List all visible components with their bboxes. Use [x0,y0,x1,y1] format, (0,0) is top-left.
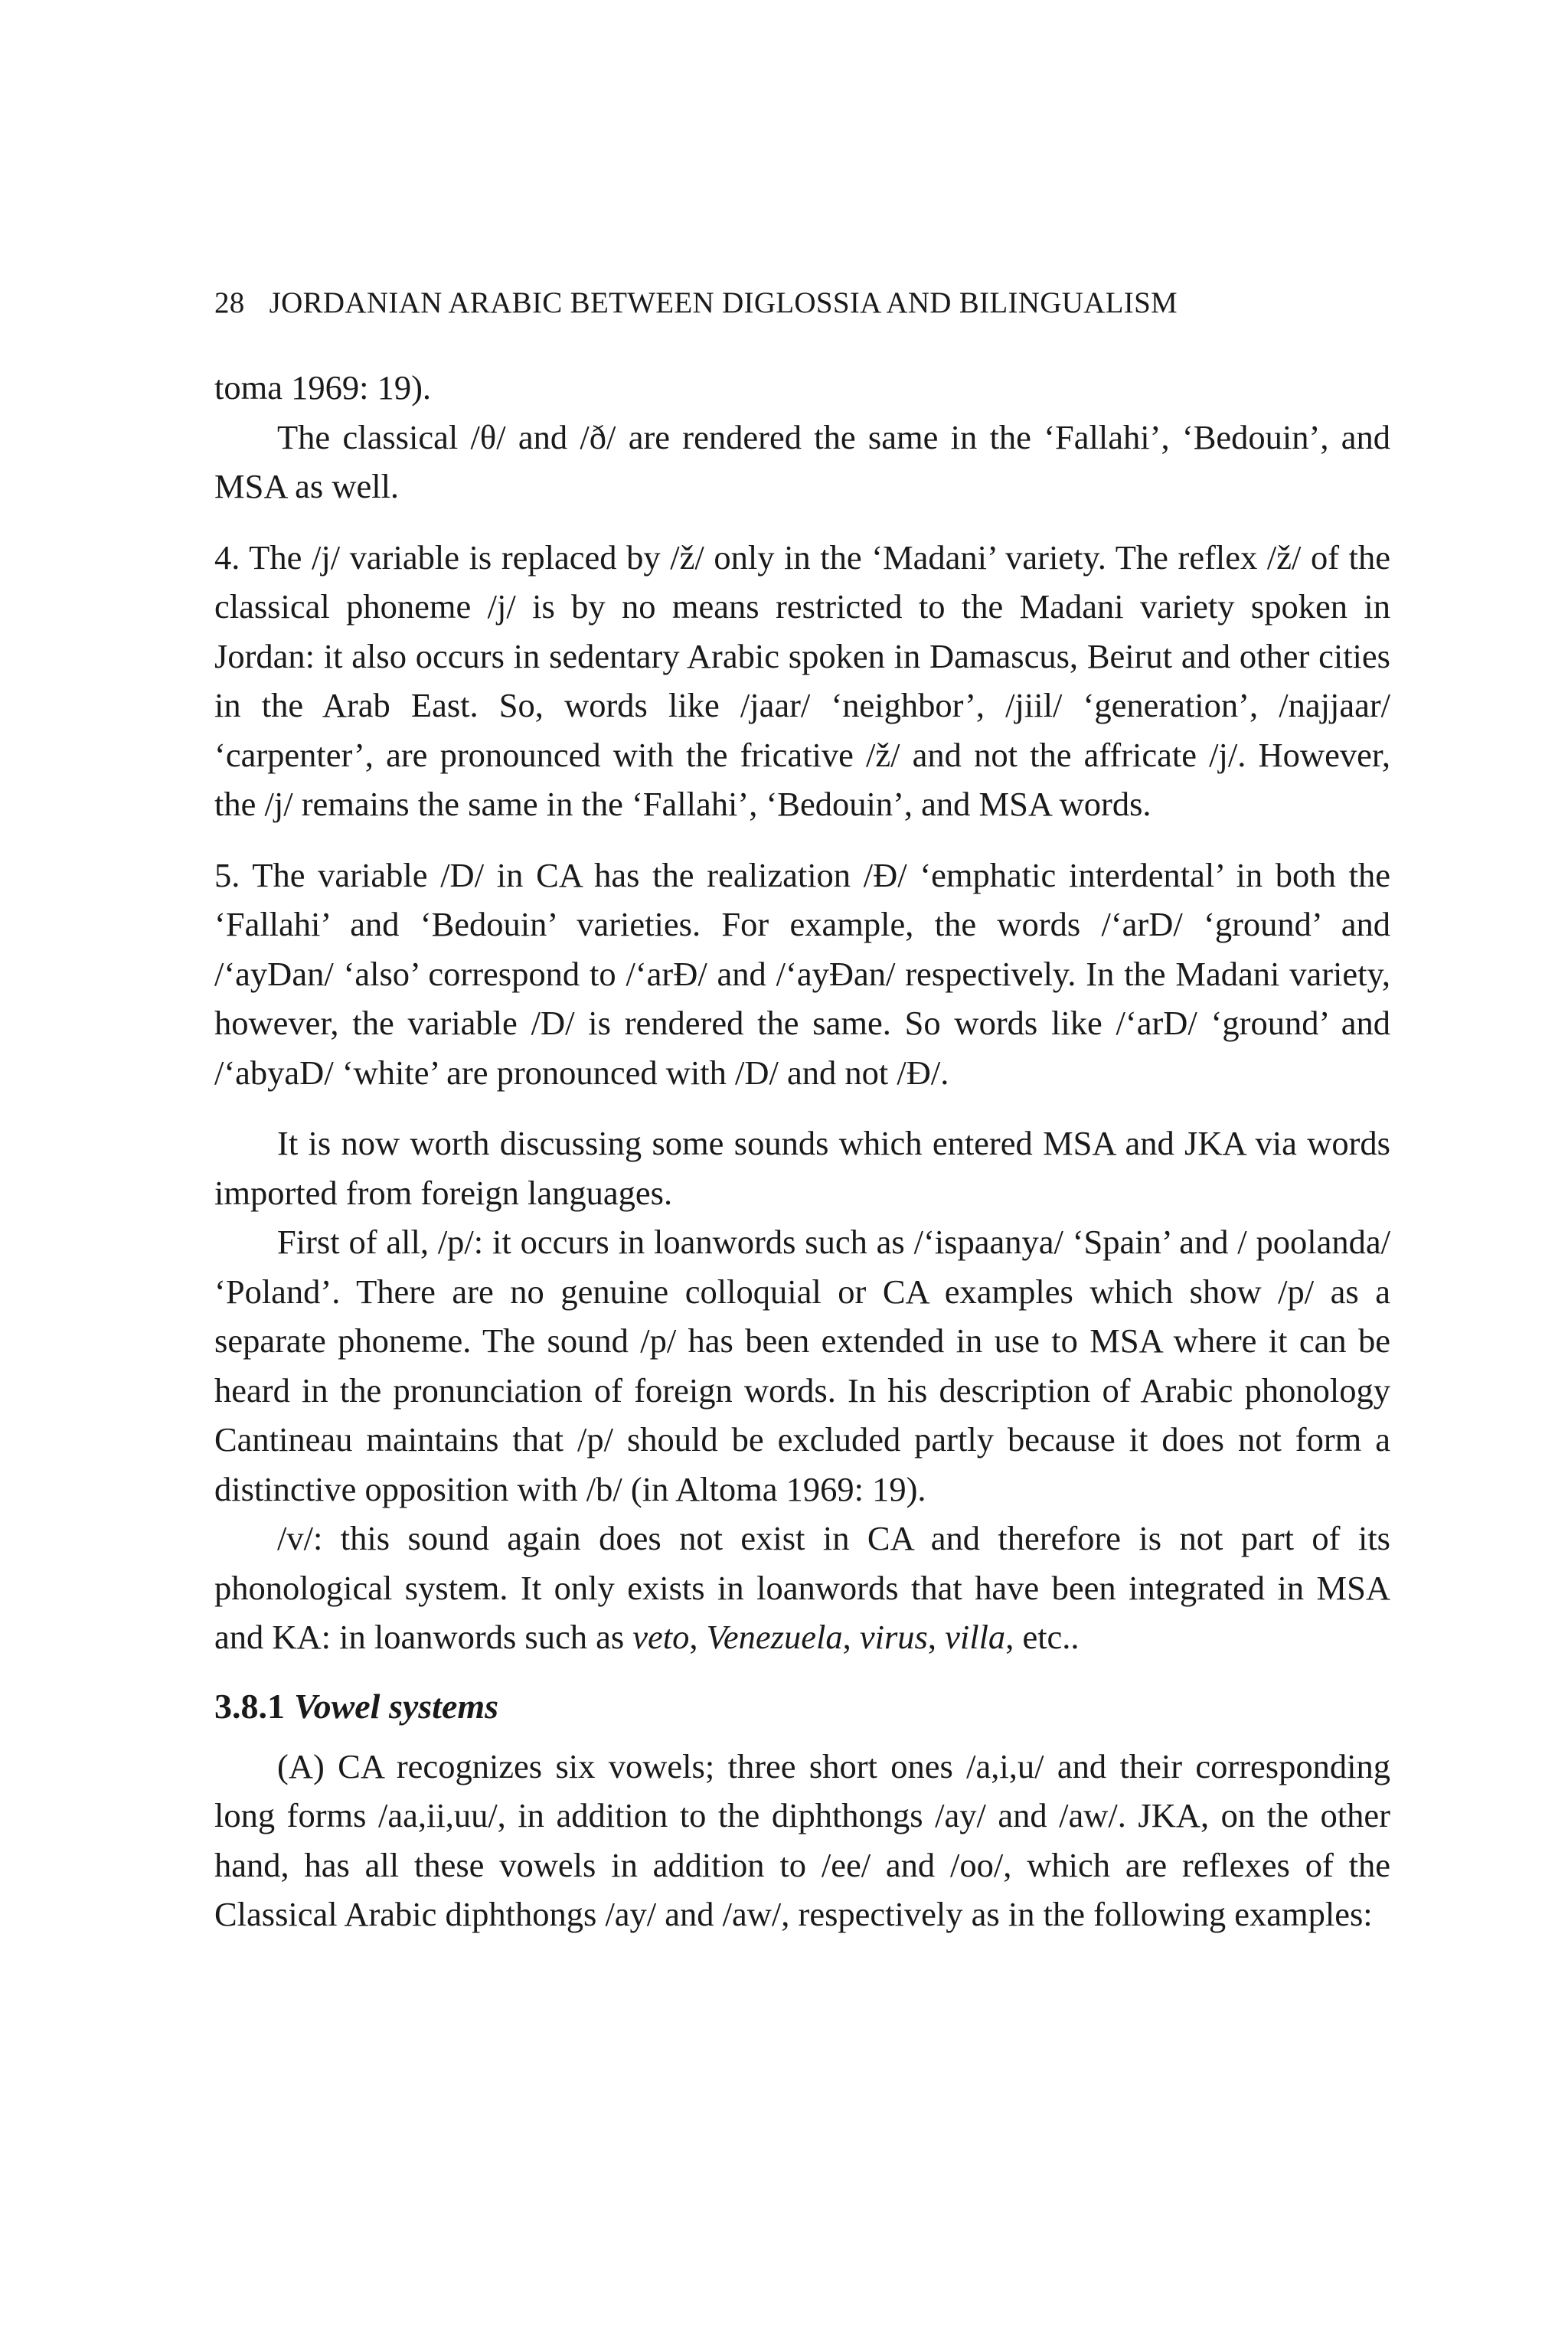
paragraph-v-sound: /v/: this sound again does not exist in CA and therefore is not part of its phonological system. It only exists in loanwords that have been integrated in MSA and KA: in loanwords such as veto, Venezuela, virus, villa, etc.. [214,1519,1390,1656]
section-title: Vowel systems [294,1686,499,1726]
loanword-villa: villa [945,1618,1006,1656]
paragraph-vowel-systems: (A) CA recognizes six vowels; three short ones /a,i,u/ and their corresponding long forms /aa,ii,uu/, in addition to the diphthongs /ay/ and /aw/. JKA, on the other hand, has all these vowels in addition to /ee/ and /oo/, which are reflexes of the Classical Arabic diphthongs /ay/ and /aw/, respectively as in the following examples: [214,1746,1390,1933]
running-title: JORDANIAN ARABIC BETWEEN DIGLOSSIA AND BILINGUALISM [269,286,1178,319]
paragraph-continuation: toma 1969: 19). [214,368,432,407]
running-head [214,285,1390,322]
v-sound-text: /v/: this sound again does not exist in CA and therefore is not part of its phonological system. It only exists in loanwords that have been integrated in MSA and KA: in loanwords such as [214,1519,1390,1656]
body-text [214,363,1390,1939]
paragraph-p-sound: First of all, /p/: it occurs in loanwords such as /‘ispaanya/ ‘Spain’ and / poolanda/ ‘Poland’. There are no genuine colloquial or CA examples which show /p/ as a separate phoneme. The sound /p/ has been extended in use to MSA where it can be heard in the pronunciation of foreign words. In his description of Arabic phonology Cantineau maintains that /p/ should be excluded partly because it does not form a distinctive opposition with /b/ (in Altoma 1969: 19). [214,1223,1390,1508]
paragraph-loanword-sounds: It is now worth discussing some sounds which entered MSA and JKA via words imported from foreign languages. [214,1124,1390,1212]
loanword-venezuela: Venezuela [706,1618,843,1656]
paragraph-item-4: 4. The /j/ variable is replaced by /ž/ only in the ‘Madani’ variety. The reflex /ž/ of the classical phoneme /j/ is by no means restricted to the Madani variety spoken in Jordan: it also occurs in sedentary Arabic spoken in Damascus, Beirut and other cities in the Arab East. So, words like /jaar/ ‘neighbor’, /jiil/ ‘generation’, /najjaar/ ‘carpenter’, are pronounced with the fricative /ž/ and not the affricate /j/. However, the /j/ remains the same in the ‘Fallahi’, ‘Bedouin’, and MSA words. [214,537,1390,823]
paragraph-classical-interdentals: The classical /θ/ and /ð/ are rendered the same in the ‘Fallahi’, ‘Bedouin’, and MSA as well. [214,417,1390,505]
loanword-veto: veto [632,1618,690,1656]
paragraph-item-5: 5. The variable /D/ in CA has the realization /Ð/ ‘emphatic interdental’ in both the ‘Fallahi’ and ‘Bedouin’ varieties. For example, the words /‘arD/ ‘ground’ and /‘ayDan/ ‘also’ correspond to /‘arÐ/ and /‘ayÐan/ respectively. In the Madani variety, however, the variable /D/ is rendered the same. So words like /‘arD/ ‘ground’ and /‘abyaD/ ‘white’ are pronounced with /D/ and not /Ð/. [214,855,1390,1092]
page-number: 28 [214,286,245,319]
section-heading [214,1682,1390,1731]
page [214,285,1390,1939]
loanword-virus: virus [859,1618,928,1656]
v-sound-end: , etc.. [1005,1618,1080,1656]
section-number: 3.8.1 [214,1686,285,1726]
